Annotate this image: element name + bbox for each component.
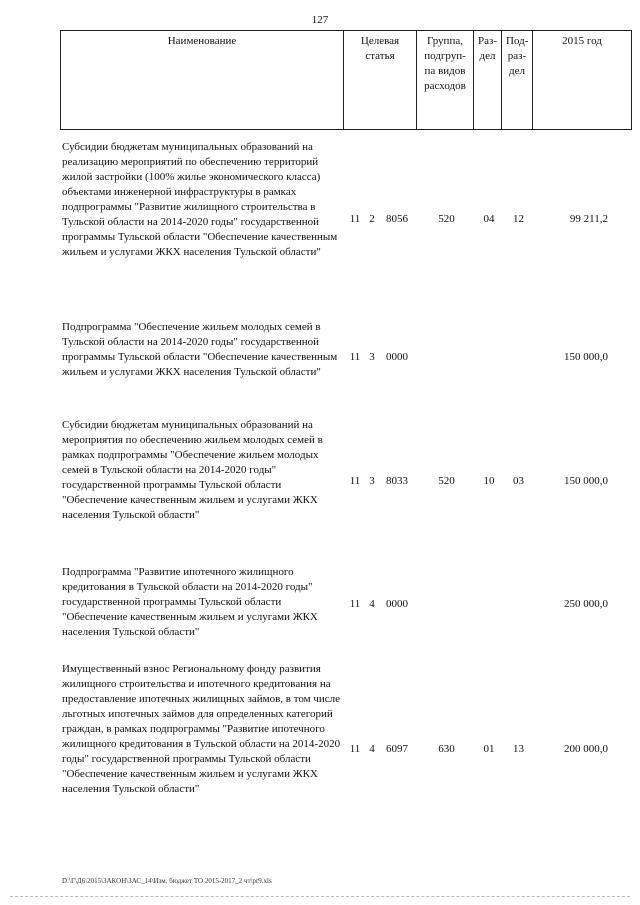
scan-edge-divider <box>10 896 630 897</box>
row-amount: 150 000,0 <box>564 351 608 363</box>
row-name: Подпрограмма "Развитие ипотечного жилищного кредитования в Тульской области на 2014-2020 годы" государственной программы Тульской области "Обеспечение качественным жильем и услугами ЖКХ населения Тульской области" <box>62 566 318 638</box>
table-row <box>62 320 632 400</box>
row-target-subprogram: 3 <box>369 351 375 363</box>
table-row <box>62 140 632 300</box>
file-path-footer: D:\Г\Д6\2015\ЗАКОН\ЗАС_14\Изм. бюджет ТО 2015-2017_2 чт\pr9.xls <box>62 877 272 885</box>
row-group: 520 <box>438 213 455 225</box>
row-target-subprogram: 3 <box>369 475 375 487</box>
header-target: Целевая статья <box>344 31 417 129</box>
row-section: 04 <box>483 213 495 225</box>
row-target-program: 11 <box>349 213 361 225</box>
row-subsection: 13 <box>513 743 524 755</box>
row-name: Имущественный взнос Региональному фонду развития жилищного строительства и ипотечного кредитования на предоставление ипотечных жилищных займов, в том числе льготных ипотечных займов для определенных категорий граждан, в рамках подпрограммы "Развитие ипотечного жилищного кредитования в Тульской области на 2014-2020 годы" государственной программы Тульской области "Обеспечение качественным жильем и услугами ЖКХ населения Тульской области" <box>62 663 341 795</box>
row-target-code: 6097 <box>386 743 408 755</box>
header-year: 2015 год <box>562 35 602 47</box>
header-subsection: Под-раз-дел <box>502 31 533 129</box>
page-number: 127 <box>311 14 329 26</box>
row-target-subprogram: 2 <box>369 213 375 225</box>
row-target-code: 0000 <box>386 351 408 363</box>
table-row <box>62 565 632 645</box>
row-name: Субсидии бюджетам муниципальных образований на мероприятия по обеспечению жильем молодых семей в рамках подпрограммы "Обеспечение жильем молодых семей в Тульской области на 2014-2020 годы" государственной программы Тульской области "Обеспечение качественным жильем и услугами ЖКХ населения Тульской области" <box>62 419 323 521</box>
table-row <box>62 662 632 842</box>
header-name: Наименование <box>61 31 344 129</box>
header-section: Раз-дел <box>474 31 502 129</box>
header-group: Группа, подгруп-па видов расходов <box>417 31 474 129</box>
row-group: 630 <box>438 743 455 755</box>
row-name: Субсидии бюджетам муниципальных образований на реализацию мероприятий по обеспечению территорий жилой застройки (100% жилье экономического класса) объектами инженерной инфраструктуры в рамках подпрограммы "Развитие жилищного строительства в Тульской области на 2014-2020 годы" государственной программы Тульской области "Обеспечение качественным жильем и услугами ЖКХ населения Тульской области" <box>62 141 338 258</box>
table-row <box>62 418 632 548</box>
row-section: 01 <box>483 743 495 755</box>
row-amount: 99 211,2 <box>569 213 608 225</box>
row-target-program: 11 <box>349 475 361 487</box>
row-amount: 200 000,0 <box>564 743 608 755</box>
row-target-code: 8033 <box>386 475 408 487</box>
row-target-code: 8056 <box>386 213 408 225</box>
row-amount: 250 000,0 <box>564 598 608 610</box>
row-subsection: 12 <box>513 213 524 225</box>
row-target-subprogram: 4 <box>369 743 375 755</box>
row-target-program: 11 <box>349 598 361 610</box>
row-target-program: 11 <box>349 351 361 363</box>
row-group: 520 <box>438 475 455 487</box>
row-section: 10 <box>483 475 495 487</box>
table-header <box>60 30 632 130</box>
row-target-program: 11 <box>349 743 361 755</box>
row-amount: 150 000,0 <box>564 475 608 487</box>
row-name: Подпрограмма "Обеспечение жильем молодых семей в Тульской области на 2014-2020 годы" государственной программы Тульской области "Обеспечение качественным жильем и услугами ЖКХ населения Тульской области" <box>62 321 338 378</box>
row-target-code: 0000 <box>386 598 408 610</box>
row-subsection: 03 <box>513 475 524 487</box>
row-target-subprogram: 4 <box>369 598 375 610</box>
